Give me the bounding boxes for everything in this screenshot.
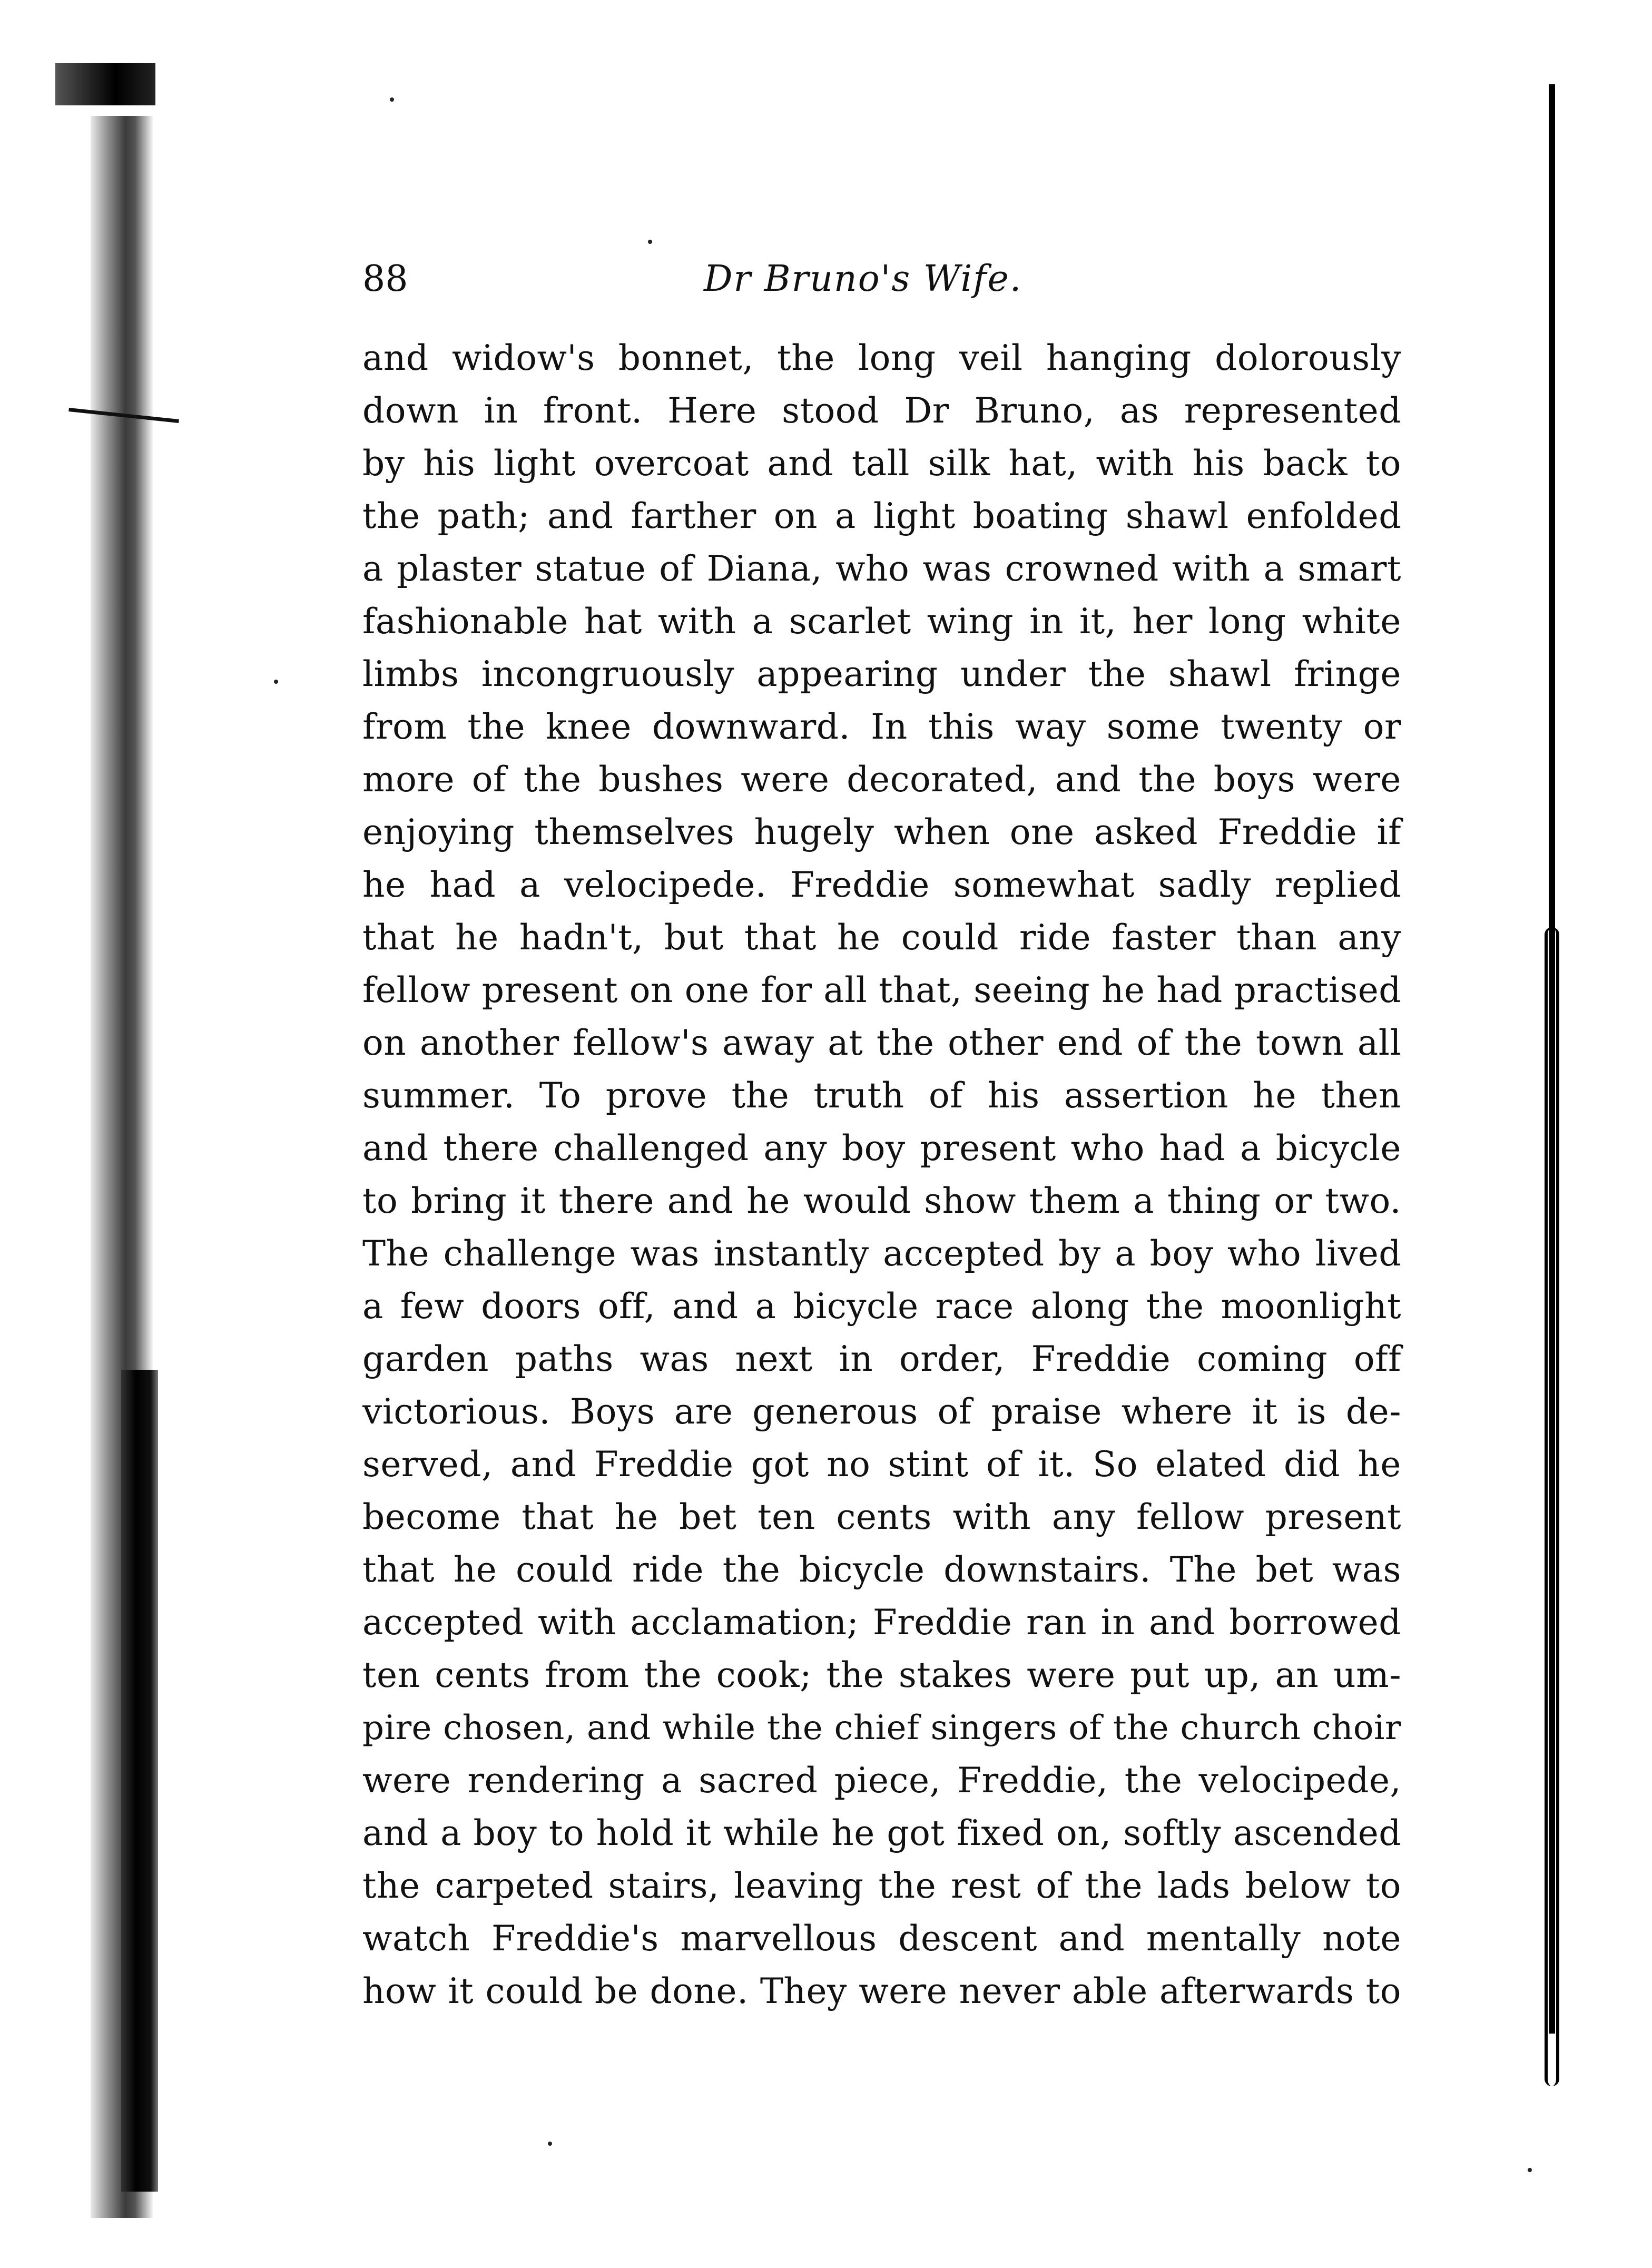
- text-line: and a boy to hold it while he got fixed on, softly ascended: [362, 1813, 1401, 1853]
- text-line: watch Freddie's marvellous descent and mentally note: [362, 1918, 1401, 1959]
- text-line: accepted with acclamation; Freddie ran in and borrowed: [362, 1602, 1401, 1643]
- text-line: fashionable hat with a scarlet wing in it, her long white: [362, 601, 1401, 642]
- binding-corner-mark: [55, 63, 155, 105]
- scan-speck: [390, 97, 394, 102]
- text-line: a few doors off, and a bicycle race along the moonlight: [362, 1286, 1401, 1327]
- text-line: and widow's bonnet, the long veil hanging dolorously: [362, 338, 1401, 378]
- text-line: served, and Freddie got no stint of it. So elated did he: [362, 1444, 1401, 1485]
- scan-speck: [274, 680, 278, 684]
- text-line: become that he bet ten cents with any fellow present: [362, 1497, 1401, 1537]
- text-line: more of the bushes were decorated, and the boys were: [362, 759, 1401, 800]
- book-title: Dr Bruno's Wife.: [704, 258, 1022, 300]
- body-text: [362, 332, 1401, 2018]
- text-line: on another fellow's away at the other end of the town all: [362, 1023, 1401, 1063]
- text-line: down in front. Here stood Dr Bruno, as represented: [362, 390, 1401, 431]
- text-line: that he hadn't, but that he could ride faster than any: [362, 917, 1401, 958]
- scanned-binding-shadow: [0, 0, 179, 2268]
- text-line: limbs incongruously appearing under the shawl fringe: [362, 654, 1401, 694]
- text-line: that he could ride the bicycle downstairs. The bet was: [362, 1549, 1401, 1590]
- text-line: how it could be done. They were never able afterwards to: [362, 1971, 1401, 2011]
- text-line: pire chosen, and while the chief singers of the church choir: [362, 1709, 1401, 1747]
- scan-speck: [548, 2142, 552, 2146]
- text-line: The challenge was instantly accepted by a boy who lived: [362, 1233, 1401, 1274]
- text-line: by his light overcoat and tall silk hat, with his back to: [362, 443, 1401, 484]
- text-line: were rendering a sacred piece, Freddie, the velocipede,: [362, 1760, 1401, 1801]
- page-number: 88: [362, 258, 408, 300]
- text-line: and there challenged any boy present who had a bicycle: [362, 1128, 1401, 1169]
- text-line: the path; and farther on a light boating shawl enfolded: [362, 496, 1401, 536]
- text-line: to bring it there and he would show them a thing or two.: [362, 1181, 1401, 1221]
- text-line: garden paths was next in order, Freddie coming off: [362, 1339, 1401, 1379]
- text-line: ten cents from the cook; the stakes were put up, an um-: [362, 1655, 1401, 1695]
- right-edge-rule: [1545, 84, 1559, 2034]
- text-line: fellow present on one for all that, seeing he had practised: [362, 970, 1401, 1010]
- scan-speck: [1528, 2168, 1532, 2172]
- text-line: victorious. Boys are generous of praise where it is de-: [362, 1391, 1401, 1432]
- text-line: he had a velocipede. Freddie somewhat sadly replied: [362, 865, 1401, 905]
- text-line: summer. To prove the truth of his assertion he then: [362, 1075, 1401, 1116]
- text-line: from the knee downward. In this way some twenty or: [362, 706, 1401, 747]
- right-edge-double-bar: [1545, 927, 1559, 2086]
- text-line: enjoying themselves hugely when one asked Freddie if: [362, 812, 1401, 852]
- text-line: a plaster statue of Diana, who was crowned with a smart: [362, 548, 1401, 589]
- running-head: [362, 248, 1395, 311]
- text-line: the carpeted stairs, leaving the rest of the lads below to: [362, 1866, 1401, 1906]
- binding-dark-strip: [121, 1370, 158, 2192]
- scan-speck: [648, 240, 652, 244]
